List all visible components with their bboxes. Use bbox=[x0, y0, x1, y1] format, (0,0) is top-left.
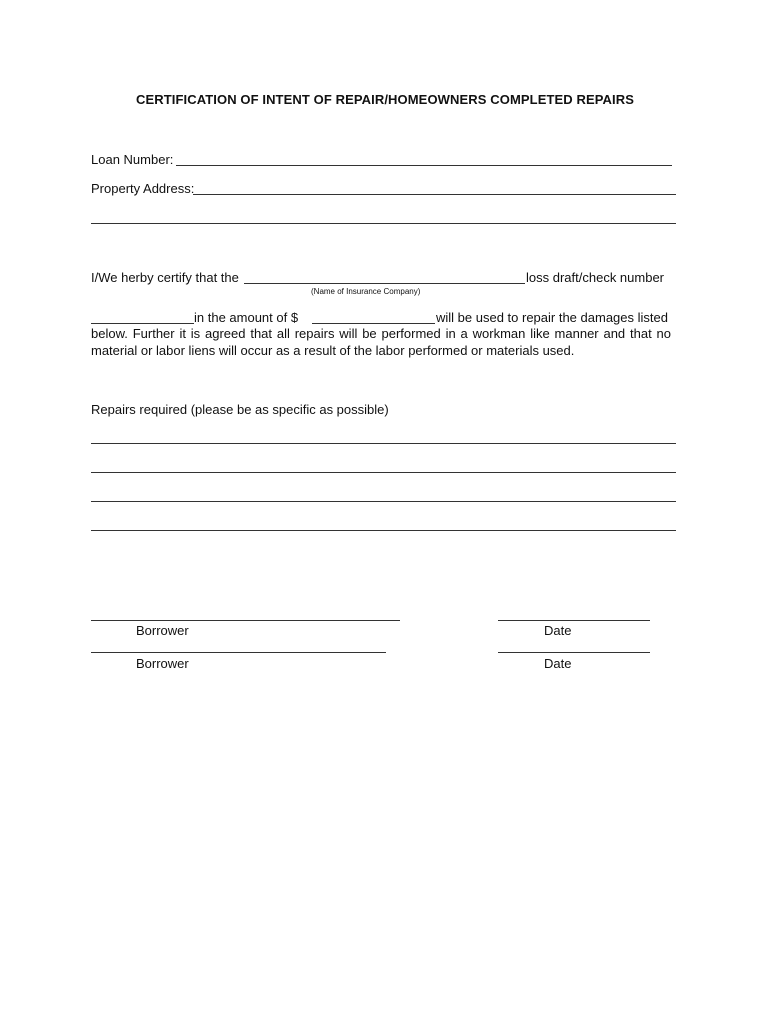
loan-number-label: Loan Number: bbox=[91, 152, 174, 167]
date-label-2: Date bbox=[544, 656, 572, 671]
borrower-signature-line-2[interactable] bbox=[91, 652, 386, 653]
loan-number-field[interactable] bbox=[176, 165, 672, 166]
date-line-2[interactable] bbox=[498, 652, 650, 653]
repairs-line-4[interactable] bbox=[91, 530, 676, 531]
insurance-company-field[interactable] bbox=[244, 283, 525, 284]
repairs-line-1[interactable] bbox=[91, 443, 676, 444]
certify-suffix: loss draft/check number bbox=[526, 270, 665, 285]
amount-field[interactable] bbox=[312, 323, 435, 324]
certify-prefix: I/We herby certify that the bbox=[91, 270, 239, 285]
borrower-signature-line-1[interactable] bbox=[91, 620, 400, 621]
borrower-label-2: Borrower bbox=[136, 656, 189, 671]
insurance-company-hint: (Name of Insurance Company) bbox=[311, 287, 421, 296]
repairs-line-3[interactable] bbox=[91, 501, 676, 502]
amount-label: in the amount of $ bbox=[194, 310, 299, 325]
check-number-field[interactable] bbox=[91, 323, 194, 324]
borrower-label-1: Borrower bbox=[136, 623, 189, 638]
repairs-label: Repairs required (please be as specific as possible) bbox=[91, 402, 389, 417]
property-address-field[interactable] bbox=[193, 194, 676, 195]
page-title: CERTIFICATION OF INTENT OF REPAIR/HOMEOWNERS COMPLETED REPAIRS bbox=[135, 92, 635, 107]
agreement-paragraph: below. Further it is agreed that all repairs will be performed in a workman like manner and that no material or labor liens will occur as a result of the labor performed or materials used. bbox=[91, 326, 671, 358]
repair-statement: will be used to repair the damages listed bbox=[436, 310, 668, 325]
repairs-line-2[interactable] bbox=[91, 472, 676, 473]
date-line-1[interactable] bbox=[498, 620, 650, 621]
date-label-1: Date bbox=[544, 623, 572, 638]
property-address-label: Property Address: bbox=[91, 181, 195, 196]
property-address-field-line2[interactable] bbox=[91, 223, 676, 224]
